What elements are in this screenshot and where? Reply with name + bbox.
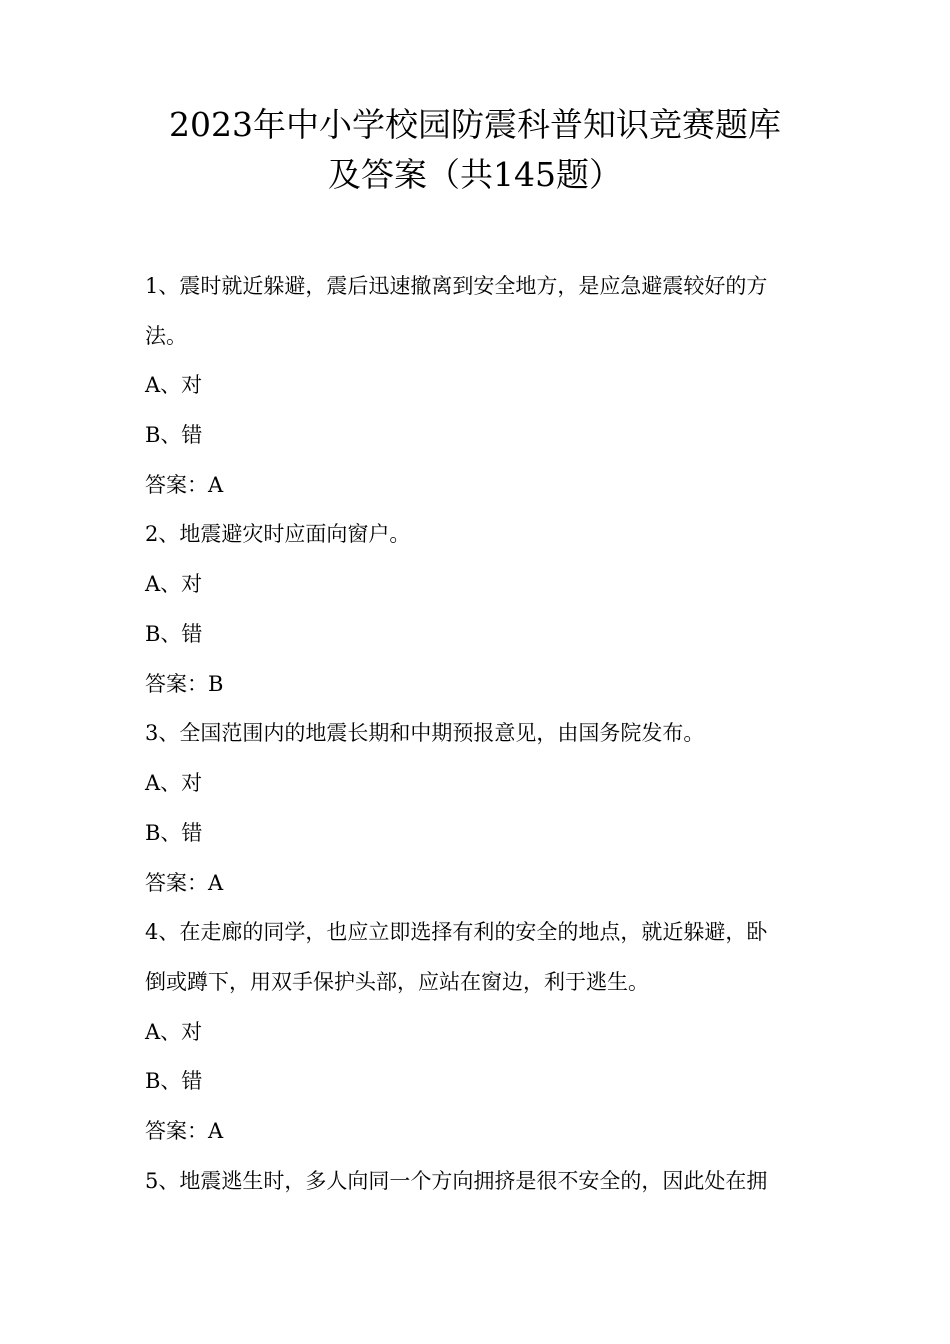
- question-3-answer: 答案：A: [145, 871, 224, 895]
- question-4-text: 4、在走廊的同学，也应立即选择有利的安全的地点，就近躲避，卧: [145, 920, 768, 944]
- question-5-text: 5、地震逃生时，多人向同一个方向拥挤是很不安全的，因此处在拥: [145, 1169, 768, 1193]
- question-4-answer: 答案：A: [145, 1119, 224, 1143]
- question-1-text-cont: 法。: [145, 324, 187, 348]
- question-2-option-b: B、错: [145, 622, 203, 646]
- document-title-line-2: 及答案（共145题）: [328, 155, 622, 194]
- question-1-answer: 答案：A: [145, 473, 224, 497]
- question-2-answer: 答案：B: [145, 672, 224, 696]
- document-title-line-1: 2023年中小学校园防震科普知识竞赛题库: [169, 105, 781, 144]
- question-1-text: 1、震时就近躲避，震后迅速撤离到安全地方，是应急避震较好的方: [145, 274, 768, 298]
- question-1-option-a: A、对: [145, 373, 203, 397]
- question-4-option-b: B、错: [145, 1069, 203, 1093]
- question-3-option-a: A、对: [145, 771, 203, 795]
- question-2-text: 2、地震避灾时应面向窗户。: [145, 522, 411, 546]
- question-1-option-b: B、错: [145, 423, 203, 447]
- question-3-option-b: B、错: [145, 821, 203, 845]
- question-4-text-cont: 倒或蹲下，用双手保护头部，应站在窗边，利于逃生。: [145, 970, 649, 994]
- question-2-option-a: A、对: [145, 572, 203, 596]
- question-3-text: 3、全国范围内的地震长期和中期预报意见，由国务院发布。: [145, 721, 705, 745]
- question-4-option-a: A、对: [145, 1020, 203, 1044]
